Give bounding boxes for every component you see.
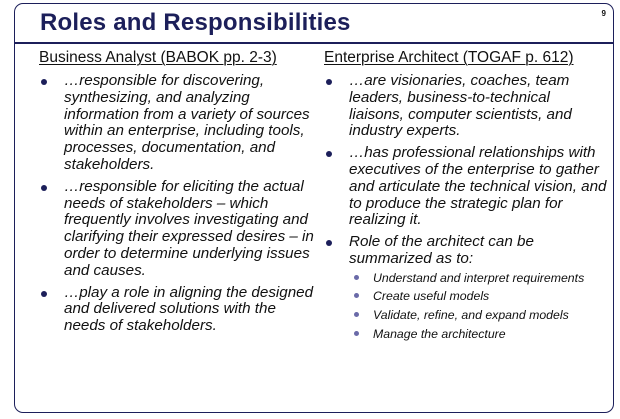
- title-divider: [14, 42, 614, 44]
- bullet-text: …responsible for discovering, synthesizing, and analyzing information from a variety of sources within an enterprise, including tools, processes, documentation, and stakeholders.: [64, 72, 310, 173]
- bullet-dot-icon: [41, 185, 47, 191]
- sub-bullet-item: [349, 271, 608, 286]
- sub-bullet-dot-icon: [354, 293, 359, 298]
- bullet-item: [39, 73, 317, 174]
- bullet-dot-icon: [41, 79, 47, 85]
- page-number: 9: [601, 9, 606, 18]
- sub-bullet-dot-icon: [354, 312, 359, 317]
- bullet-dot-icon: [326, 240, 332, 246]
- column-heading: Enterprise Architect (TOGAF p. 612): [324, 49, 574, 66]
- sub-bullet-text: Create useful models: [373, 289, 490, 304]
- bullet-list: [324, 73, 608, 341]
- bullet-item: [39, 179, 317, 280]
- bullet-list: [39, 73, 317, 335]
- enterprise-architect-column: [324, 48, 608, 346]
- bullet-text: …has professional relationships with executives of the enterprise to gather and articulate the technical vision, and to produce the strategic plan for realizing it.: [349, 144, 607, 229]
- sub-bullet-dot-icon: [354, 275, 359, 280]
- bullet-item: [324, 73, 608, 140]
- bullet-item: [324, 145, 608, 229]
- bullet-item: [39, 285, 317, 335]
- bullet-text: …play a role in aligning the designed and delivered solutions with the needs of stakeholders.: [64, 283, 314, 335]
- bullet-text: …are visionaries, coaches, team leaders, business-to-technical liaisons, computer scientists, and industry experts.: [349, 72, 572, 140]
- sub-bullet-text: Validate, refine, and expand models: [373, 307, 569, 322]
- bullet-dot-icon: [41, 291, 47, 297]
- slide-title: Roles and Responsibilities: [40, 9, 351, 36]
- bullet-item: [324, 234, 608, 341]
- business-analyst-column: [39, 48, 317, 340]
- sub-bullet-item: [349, 327, 608, 342]
- sub-bullet-item: [349, 289, 608, 304]
- sub-bullet-text: Understand and interpret requirements: [373, 270, 585, 285]
- bullet-dot-icon: [326, 79, 332, 85]
- sub-bullet-text: Manage the architecture: [373, 326, 506, 341]
- bullet-text: Role of the architect can be summarized as to:: [349, 233, 534, 267]
- column-heading: Business Analyst (BABOK pp. 2-3): [39, 49, 277, 66]
- sub-bullet-dot-icon: [354, 331, 359, 336]
- sub-bullet-list: [349, 271, 608, 341]
- bullet-text: …responsible for eliciting the actual needs of stakeholders – which frequently involves investigating and clarifying their expressed desires – in order to determine underlying issues and causes.: [64, 177, 314, 279]
- sub-bullet-item: [349, 308, 608, 323]
- bullet-dot-icon: [326, 151, 332, 157]
